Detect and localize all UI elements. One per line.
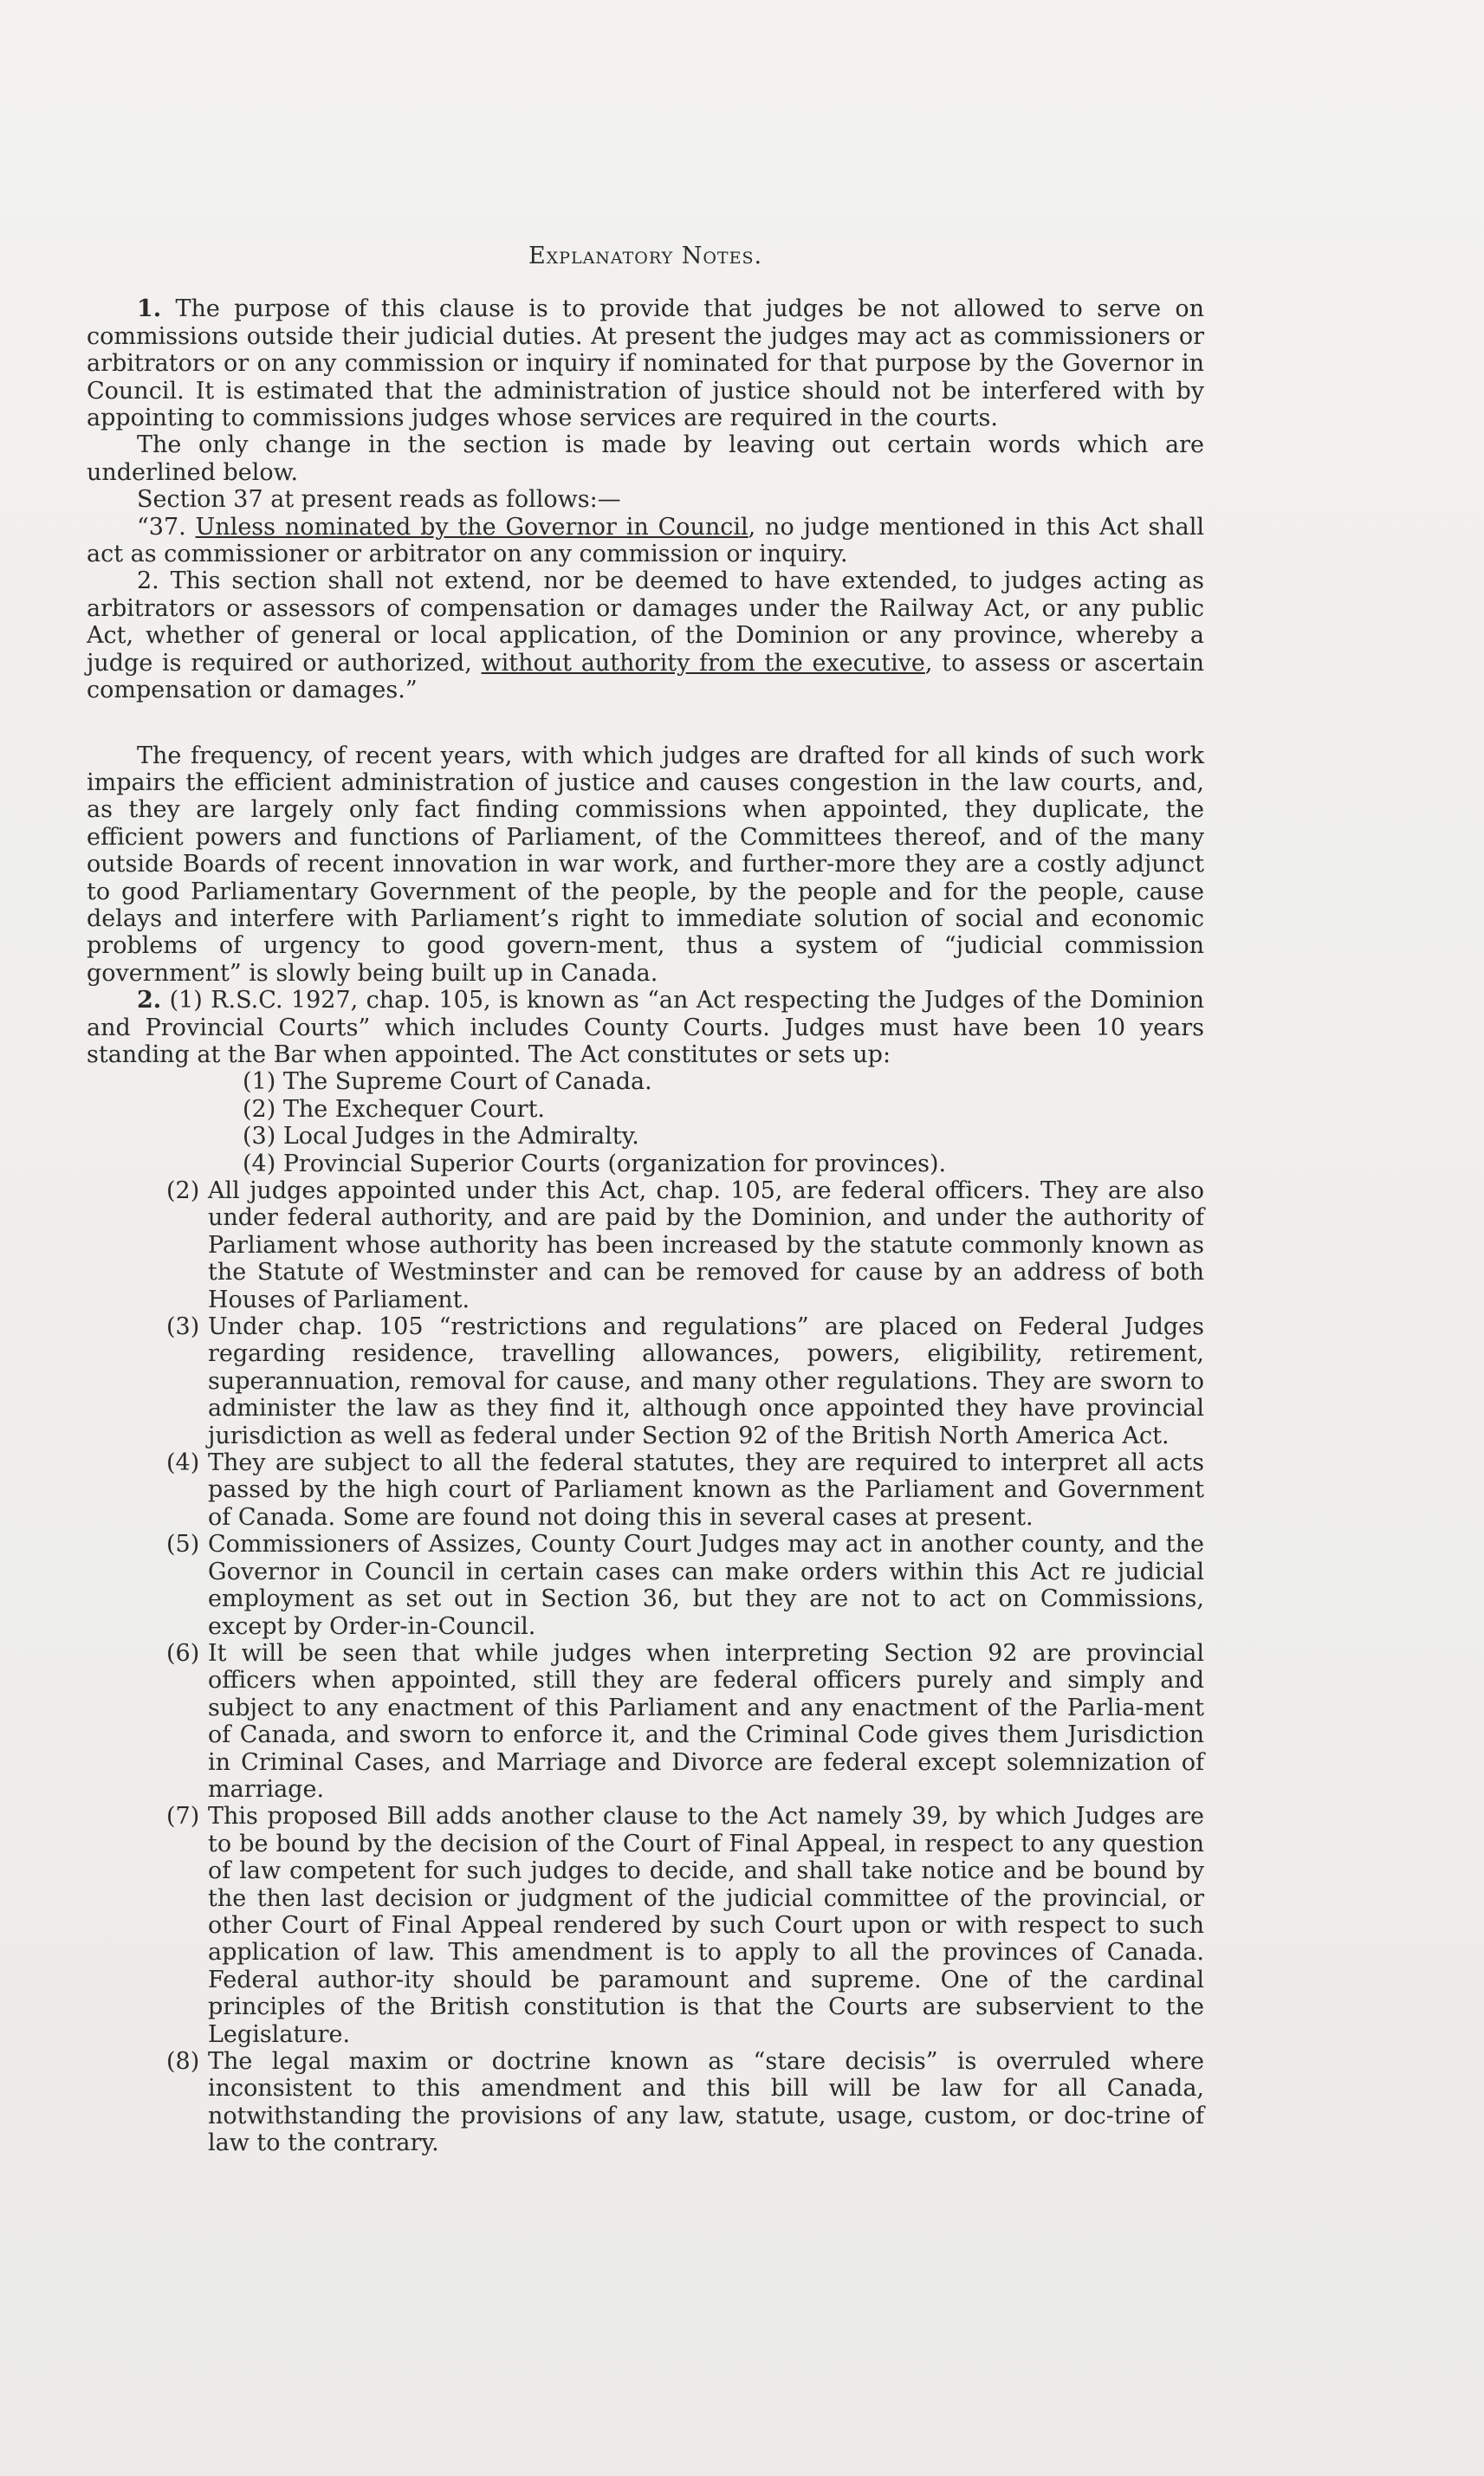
quote-1-end: , no judge mentioned in this Act shall act as commissioner or arbitrator on any commission or inquiry. — [87, 513, 1204, 568]
quote-2-underlined: without authority from the executive — [481, 649, 925, 677]
section-2-1-number: (1) — [169, 987, 203, 1014]
item-number: (2) — [166, 1177, 200, 1204]
item-text: Commissioners of Assizes, County Court Judges may act in another county, and the Governor in Council in certain cases can make orders within this Act re judicial employment as set out in Section 36, but they are not to act on Commissions, except by Order-in-Council. — [208, 1531, 1204, 1640]
item-text: The legal maxim or doctrine known as “stare decisis” is overruled where inconsistent to this amendment and this bill will be law for all Canada, notwithstanding the provisions of any law, statute, usage, custom, or doc-trine of law to the contrary. — [208, 2048, 1204, 2157]
explanatory-notes-body — [87, 243, 1204, 2157]
list-item: (1) The Supreme Court of Canada. — [243, 1068, 652, 1096]
quote-2-start: 2. This section shall not extend, nor be deemed to have extended, to judges acting as arbitrators or assessors of compensation or damages under the Railway Act, or any public Act, whether of general or local application, of the Dominion or any province, whereby a judge is required or authorized, — [87, 567, 1204, 677]
list-item — [87, 2048, 1204, 2157]
quoted-section-37 — [87, 514, 1204, 568]
paragraph-1 — [87, 295, 1204, 431]
list-item — [87, 1531, 1204, 1640]
item-text: They are subject to all the federal statutes, they are required to interpret all acts passed by the high court of Parliament known as the Parliament and Government of Canada. Some are found not doing this in several cases at present. — [208, 1449, 1204, 1531]
paragraph-2: The only change in the section is made by leaving out certain words which are underlined below. — [87, 431, 1204, 486]
paragraph-3: Section 37 at present reads as follows:— — [137, 486, 621, 514]
list-item — [87, 1313, 1204, 1449]
list-item — [87, 1640, 1204, 1803]
paragraph-1-text: The purpose of this clause is to provide that judges be not allowed to serve on commissions outside their judicial duties. At present the judges may act as commissioners or arbitrators or on any commission or inquiry if nominated for that purpose by the Governor in Council. It is estimated that the administration of justice should not be interfered with by appointing to commissions judges whose services are required in the courts. — [87, 295, 1204, 432]
courts-list — [87, 1068, 1204, 1177]
list-item — [87, 1803, 1204, 2048]
spacer — [87, 704, 1204, 742]
list-item: (3) Local Judges in the Admiralty. — [243, 1123, 639, 1150]
section-2-item-1 — [87, 987, 1204, 1068]
list-item — [87, 1449, 1204, 1531]
list-item: (2) The Exchequer Court. — [243, 1095, 545, 1123]
section-2-1-text: R.S.C. 1927, chap. 105, is known as “an Act respecting the Judges of the Dominion and Provincial Courts” which includes County Courts. Judges must have been 10 years standing at the Bar when appointed. The Act constitutes or sets up: — [87, 987, 1204, 1068]
quote-1-underlined: Unless nominated by the Governor in Council — [195, 513, 748, 541]
item-text: This proposed Bill adds another clause to the Act namely 39, by which Judges are to be bound by the decision of the Court of Final Appeal, in respect to any question of law competent for such judges to decide, and shall take notice and be bound by the then last decision or judgment of the judicial committee of the provincial, or other Court of Final Appeal rendered by such Court upon or with respect to such application of law. This amendment is to apply to all the provinces of Canada. Federal author-ity should be paramount and supreme. One of the cardinal principles of the British constitution is that the Courts are subservient to the Legislature. — [208, 1803, 1204, 2048]
item-number: (8) — [166, 2048, 200, 2075]
paragraph-4: The frequency, of recent years, with which judges are drafted for all kinds of such work impairs the efficient administration of justice and causes congestion in the law courts, and, as they are largely only fact finding commissions when appointed, they duplicate, the efficient powers and functions of Parliament, of the Committees thereof, and of the many outside Boards of recent innovation in war work, and further-more they are a costly adjunct to good Parliamentary Government of the people, by the people and for the people, cause delays and interfere with Parliament’s right to immediate solution of social and economic problems of urgency to good govern-ment, thus a system of “judicial commission government” is slowly being built up in Canada. — [87, 742, 1204, 987]
quote-2-end: , to assess or ascertain compensation or damages.” — [87, 649, 1204, 704]
item-number: (5) — [166, 1531, 200, 1559]
item-text: It will be seen that while judges when interpreting Section 92 are provincial officers when appointed, still they are federal officers purely and simply and subject to any enactment of this Parliament and any enactment of the Parlia-ment of Canada, and sworn to enforce it, and the Criminal Code gives them Jurisdiction in Criminal Cases, and Marriage and Divorce are federal except solemnization of marriage. — [208, 1639, 1204, 1803]
item-number: (3) — [166, 1313, 200, 1341]
quote-1-start: “37. — [137, 513, 196, 541]
list-item — [87, 1177, 1204, 1313]
item-text: All judges appointed under this Act, chap. 105, are federal officers. They are also under federal authority, and are paid by the Dominion, and under the authority of Parliament whose authority has been increased by the statute commonly known as the Statute of Westminster and can be removed for cause by an address of both Houses of Parliament. — [208, 1177, 1204, 1313]
item-number: (6) — [166, 1639, 200, 1667]
paragraph-1-number: 1. — [137, 295, 162, 323]
list-item: (4) Provincial Superior Courts (organization for provinces). — [243, 1150, 947, 1177]
page-heading: Explanatory Notes. — [528, 243, 763, 269]
item-number: (4) — [166, 1449, 200, 1477]
item-text: Under chap. 105 “restrictions and regulations” are placed on Federal Judges regarding residence, travelling allowances, powers, eligibility, retirement, superannuation, removal for cause, and many other regulations. They are sworn to administer the law as they find it, although once appointed they have provincial jurisdiction as well as federal under Section 92 of the British North America Act. — [208, 1313, 1204, 1449]
item-number: (7) — [166, 1803, 200, 1831]
section-2-number: 2. — [137, 987, 162, 1014]
quoted-subsection-2 — [87, 567, 1204, 703]
